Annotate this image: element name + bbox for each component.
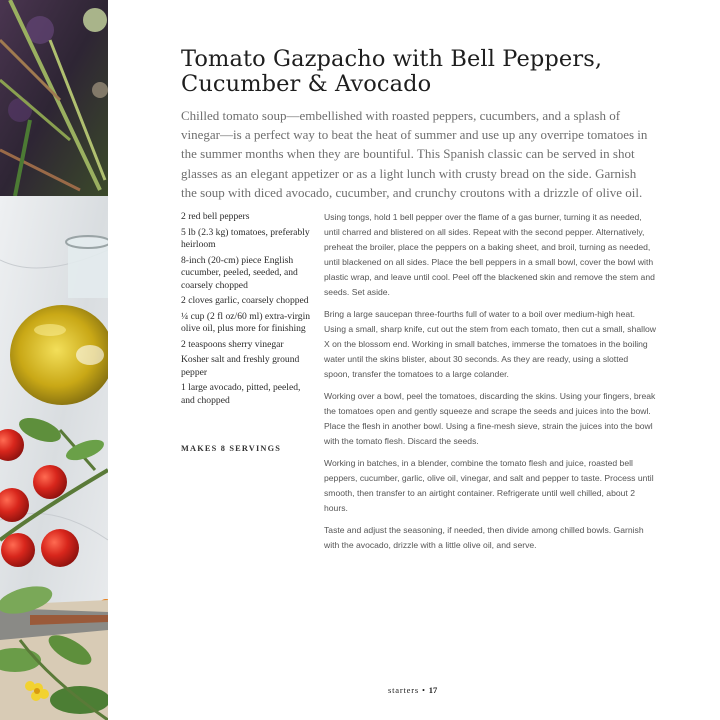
method-step: Using tongs, hold 1 bell pepper over the flame of a gas burner, turning it as needed, until charred and blistered on all sides. Repeat with the second pepper. Alternatively, preheat the broiler, place the peppers on a baking sheet, and broil, turning as needed, until blackened on all sides. Place the bell peppers in a small bowl, cover the bowl with plastic wrap, and leave until cool. Peel off the blackened skin and remove the stem and seeds. Set aside.: [324, 212, 655, 298]
ingredient-item: ¼ cup (2 fl oz/60 ml) extra-virgin olive oil, plus more for finishing: [181, 310, 311, 334]
cookbook-page: [108, 0, 720, 720]
recipe-yield: MAKES 8 SERVINGS: [181, 444, 282, 453]
ingredient-item: 5 lb (2.3 kg) tomatoes, preferably heirloom: [181, 226, 310, 250]
page-number: 17: [428, 685, 438, 695]
food-photo-image: [0, 0, 108, 720]
page-footer: [388, 685, 468, 695]
food-photo-strip: [0, 0, 108, 720]
ingredient-item: 2 cloves garlic, coarsely chopped: [181, 295, 309, 306]
method-step: Bring a large saucepan three-fourths full of water to a boil over medium-high heat. Using a small, sharp knife, cut out the stem from each tomato, then cut a small, shallow X on the blossom end. Working in small batches, immerse the tomatoes in the boiling water until the skins blister, about 30 seconds. As they are ready, using a slotted spoon, transfer the tomatoes to a large colander.: [324, 309, 656, 380]
method-step: Working over a bowl, peel the tomatoes, discarding the skins. Using your fingers, break the tomatoes open and gently squeeze and scrape the seeds and juices into the bowl. Place the flesh in another bowl. Using a fine-mesh sieve, strain the juices into the bowl with the tomato flesh. Discard the seeds.: [324, 391, 656, 447]
ingredient-list: [181, 211, 311, 410]
recipe-title: Tomato Gazpacho with Bell Peppers, Cucumber & Avocado: [181, 46, 603, 97]
section-name: starters: [388, 685, 419, 695]
folio-separator: •: [421, 685, 426, 695]
ingredient-item: Kosher salt and freshly ground pepper: [181, 354, 300, 378]
ingredient-item: 2 teaspoons sherry vinegar: [181, 338, 284, 350]
recipe-intro: Chilled tomato soup—embellished with roasted peppers, cucumbers, and a splash of vinegar—is a perfect way to beat the heat of summer and use up any overripe tomatoes in the summer months when they are bountiful. This Spanish classic can be served in shot glasses as an elegant appetizer or as a light lunch with crusty bread on the side. Garnish the soup with diced avocado, cucumber, and crunchy croutons with a drizzle of olive oil.: [181, 108, 648, 200]
method-steps: [324, 210, 656, 559]
ingredient-item: 2 red bell peppers: [181, 211, 250, 222]
method-step: Working in batches, in a blender, combine the tomato flesh and juice, roasted bell peppers, cucumber, garlic, olive oil, vinegar, and salt and pepper to taste. Process until smooth, then transfer to an airtight container. Refrigerate until well chilled, about 2 hours.: [324, 457, 654, 514]
method-step: Taste and adjust the seasoning, if needed, then divide among chilled bowls. Garnish with the avocado, drizzle with a little olive oil, and serve.: [324, 524, 644, 550]
ingredient-item: 8-inch (20-cm) piece English cucumber, peeled, seeded, and coarsely chopped: [181, 254, 298, 291]
ingredient-item: 1 large avocado, pitted, peeled, and chopped: [181, 382, 301, 406]
